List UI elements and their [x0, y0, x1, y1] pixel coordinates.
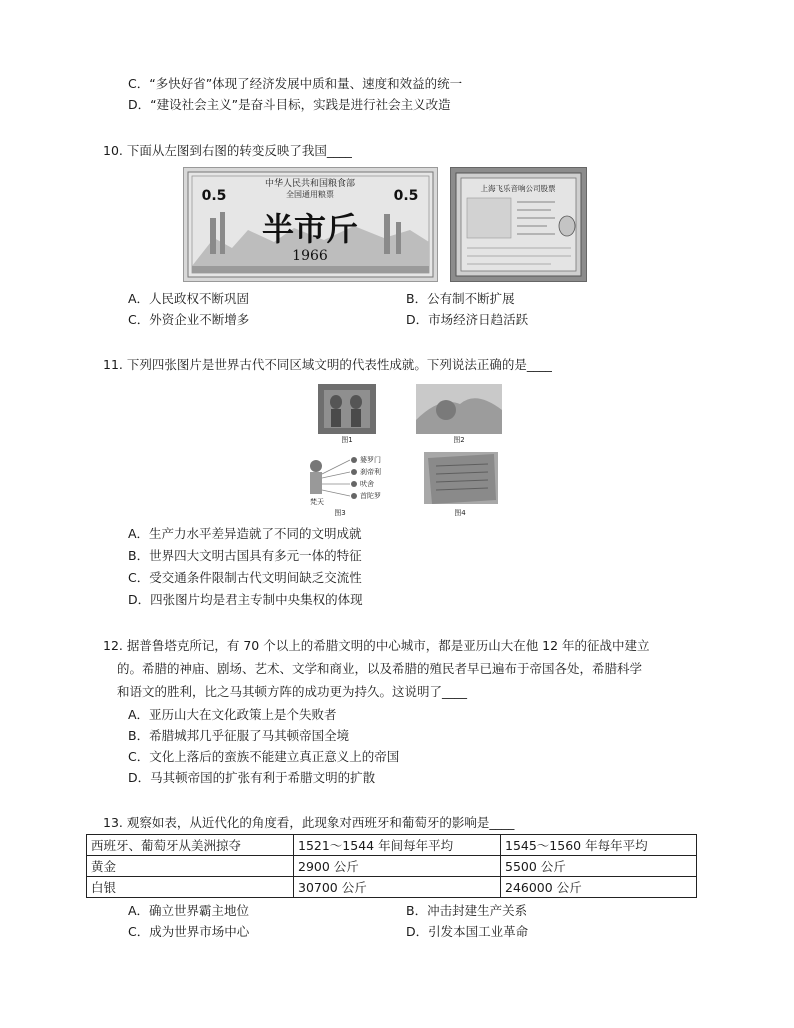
coupon-value-left: 0.5: [201, 188, 227, 204]
table-row: [87, 856, 697, 877]
stock-certificate-graphic: [451, 168, 586, 281]
fig3-label-4: 首陀罗: [360, 492, 381, 500]
fig4-caption: 图4: [454, 509, 466, 517]
q10-option-d: D．市场经济日趋活跃: [406, 312, 529, 327]
table-cell: 白银: [87, 877, 294, 898]
table-header-cell: 1545～1560 年每年平均: [501, 835, 697, 856]
q12-stem-line-3: 和语文的胜利，比之马其顿方阵的成功更为持久。这说明了____: [117, 684, 468, 699]
table-header-cell: 西班牙、葡萄牙从美洲掠夺: [87, 835, 294, 856]
q11-option-d: D．四张图片均是君主专制中央集权的体现: [128, 592, 363, 607]
fig3-label-3: 吠舍: [360, 480, 374, 488]
table-cell: 5500 公斤: [501, 856, 697, 877]
table-cell: 246000 公斤: [501, 877, 697, 898]
table-row: [87, 877, 697, 898]
coupon-big-text: 半市斤: [261, 210, 359, 248]
stock-certificate-image: [450, 167, 587, 282]
q12-option-b: B．希腊城邦几乎征服了马其顿帝国全境: [128, 728, 350, 743]
coupon-value-right: 0.5: [393, 188, 419, 204]
table-cell: 2900 公斤: [294, 856, 501, 877]
fig2-caption: 图2: [453, 436, 465, 444]
q10-option-c: C．外资企业不断增多: [128, 312, 250, 327]
q11-option-a: A．生产力水平差异造就了不同的文明成就: [128, 526, 362, 541]
fig3-bottom-label: 梵天: [310, 498, 324, 506]
q13-stem: 13. 观察如表，从近代化的角度看，此现象对西班牙和葡萄牙的影响是____: [103, 815, 515, 830]
q12-option-c: C．文化上落后的蛮族不能建立真正意义上的帝国: [128, 749, 400, 764]
q12-stem-line-1: 12. 据普鲁塔克所记，有 70 个以上的希腊文明的中心城市，都是亚历山大在他 12 年的征战中建立: [103, 638, 650, 653]
q13-table: [86, 834, 697, 898]
q13-option-c: C．成为世界市场中心: [128, 924, 250, 939]
q10-option-b: B．公有制不断扩展: [406, 291, 515, 306]
q11-figures: [300, 380, 510, 520]
q9-option-d: D．“建设社会主义”是奋斗目标，实践是进行社会主义改造: [128, 97, 451, 112]
ration-coupon-graphic: [184, 168, 437, 281]
fig1-caption: 图1: [341, 436, 353, 444]
q11-stem: 11. 下列四张图片是世界古代不同区域文明的代表性成就。下列说法正确的是____: [103, 357, 552, 372]
q10-stem: 10. 下面从左图到右图的转变反映了我国____: [103, 143, 352, 158]
q10-option-a: A．人民政权不断巩固: [128, 291, 250, 306]
table-header-cell: 1521～1544 年间每年平均: [294, 835, 501, 856]
table-header-row: [87, 835, 697, 856]
q11-figures-graphic: [300, 380, 510, 520]
q12-option-a: A．亚历山大在文化政策上是个失败者: [128, 707, 337, 722]
q13-option-b: B．冲击封建生产关系: [406, 903, 528, 918]
q13-option-d: D．引发本国工业革命: [406, 924, 529, 939]
q11-option-c: C．受交通条件限制古代文明间缺乏交流性: [128, 570, 362, 585]
coupon-year: 1966: [292, 248, 328, 264]
table-cell: 30700 公斤: [294, 877, 501, 898]
q13-option-a: A．确立世界霸主地位: [128, 903, 250, 918]
q12-stem-line-2: 的。希腊的神庙、剧场、艺术、文学和商业，以及希腊的殖民者早已遍布于帝国各处，希腊科学: [117, 661, 643, 676]
fig3-caption: 图3: [334, 509, 346, 517]
table-cell: 黄金: [87, 856, 294, 877]
q9-option-c: C．“多快好省”体现了经济发展中质和量、速度和效益的统一: [128, 76, 463, 91]
coupon-subtitle: 全国通用粮票: [286, 190, 334, 199]
q12-option-d: D．马其顿帝国的扩张有利于希腊文明的扩散: [128, 770, 376, 785]
stock-title: 上海飞乐音响公司股票: [480, 184, 556, 193]
q11-option-b: B．世界四大文明古国具有多元一体的特征: [128, 548, 362, 563]
fig3-label-1: 婆罗门: [360, 456, 381, 464]
coupon-top-title: 中华人民共和国粮食部: [264, 179, 356, 189]
fig3-label-2: 刹帝利: [360, 468, 381, 476]
ration-coupon-image: [183, 167, 438, 282]
